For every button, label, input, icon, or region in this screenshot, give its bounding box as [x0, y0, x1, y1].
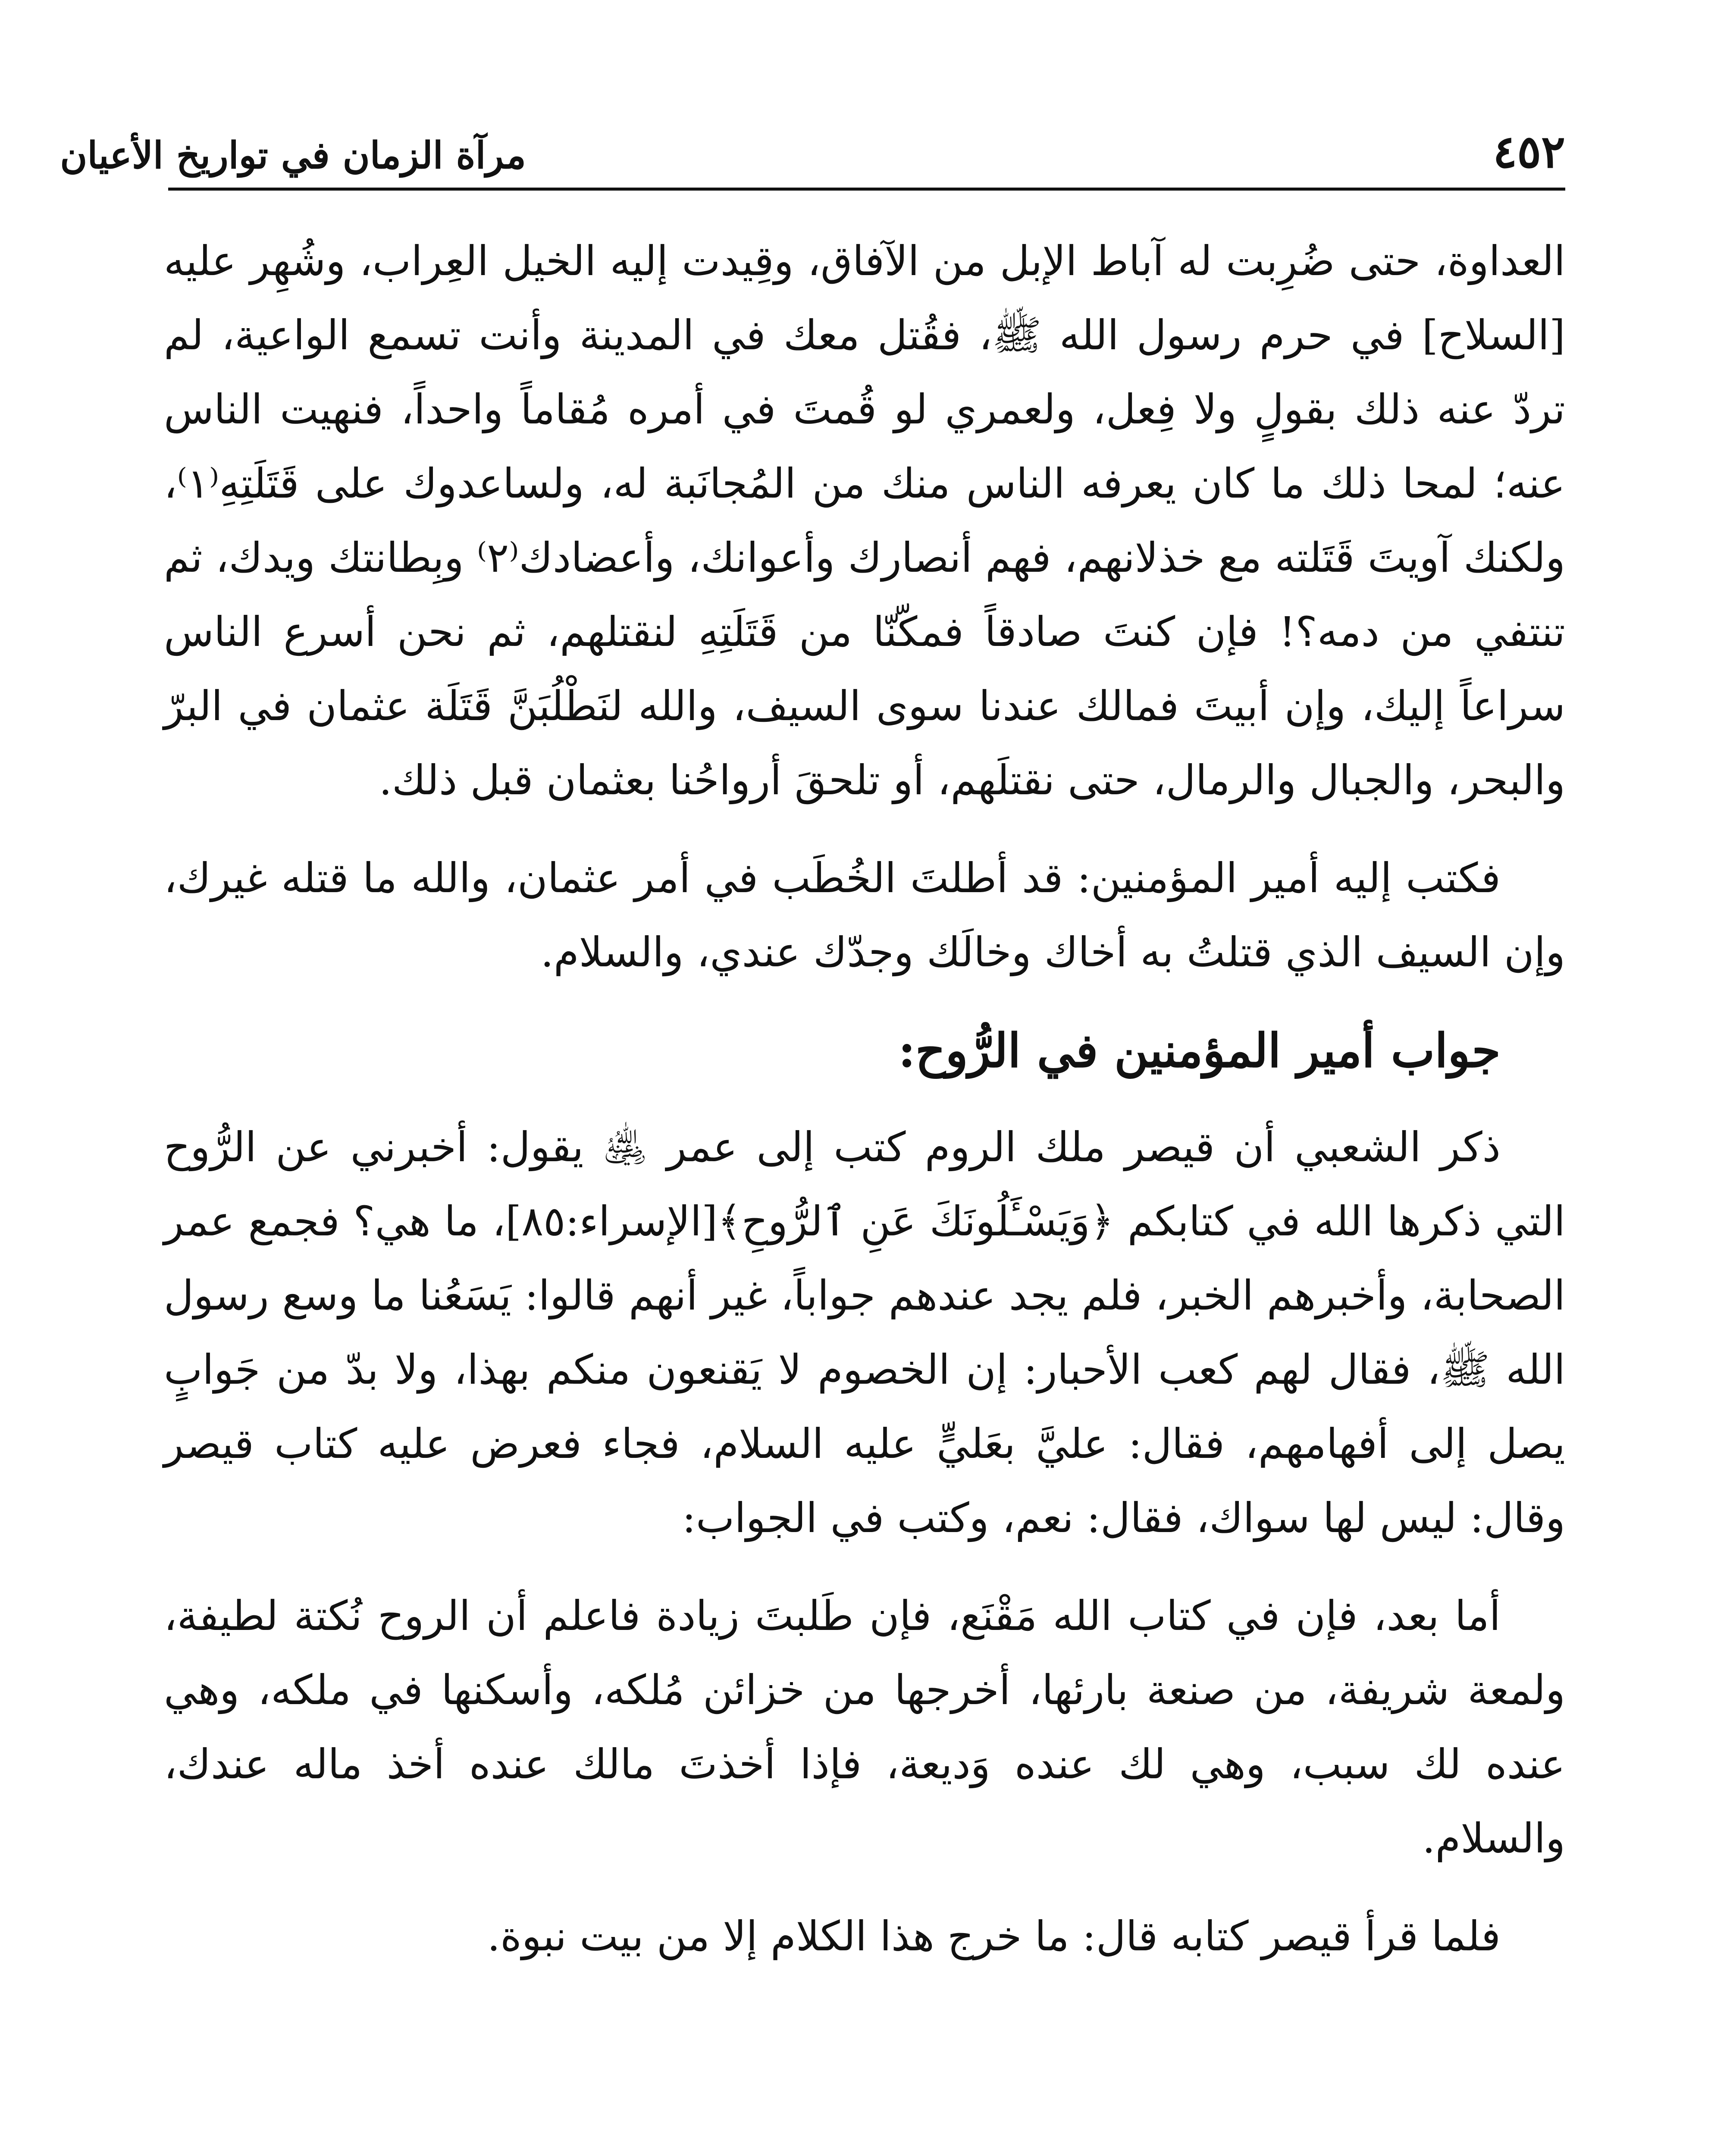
- running-header: [60, 108, 1565, 194]
- paragraph-conclusion: فلما قرأ قيصر كتابه قال: ما خرج هذا الكلام إلا من بيت نبوة.: [487, 1913, 1501, 1960]
- paragraph-reply: فكتب إليه أمير المؤمنين: قد أطلتَ الخُطَب في أمر عثمان، والله ما قتله غيرك، وإن السيف الذي قتلتُ به أخاك وخالَك وجدّك عندي، والسلام.: [164, 855, 1565, 976]
- header-rule: [168, 188, 1565, 191]
- page-number: ٤٥٢: [1493, 125, 1565, 178]
- paragraph-shaabi: ذكر الشعبي أن قيصر ملك الروم كتب إلى عمر ﵁ يقول: أخبرني عن الرُّوح التي ذكرها الله في كتابكم ﴿وَيَسْـَٔلُونَكَ عَنِ ٱلرُّوحِ﴾[الإسراء:٨٥]، ما هي؟ فجمع عمر الصحابة، وأخبرهم الخبر، فلم يجد عندهم جواباً، غير أنهم قالوا: يَسَعُنا ما وسع رسول الله ﷺ، فقال لهم كعب الأحبار: إن الخصوم لا يَقنعون منكم بهذا، ولا بدّ من جَوابٍ يصل إلى أفهامهم، فقال: عليَّ بعَليٍّ عليه السلام، فجاء فعرض عليه كتاب قيصر وقال: ليس لها سواك، فقال: نعم، وكتب في الجواب:: [164, 1124, 1565, 1542]
- page-body: [164, 224, 1565, 1997]
- paragraph-letter-continuation: العداوة، حتى ضُرِبت له آباط الإبل من الآفاق، وقِيدت إليه الخيل العِراب، وشُهِر عليه [السلاح] في حرم رسول الله ﷺ، فقُتل معك في المدينة وأنت تسمع الواعية، لم تردّ عنه ذلك بقولٍ ولا فِعل، ولعمري لو قُمتَ في أمره مُقاماً واحداً، فنهيت الناس عنه؛ لمحا ذلك ما كان يعرفه الناس منك من المُجانَبة له، ولساعدوك على قَتَلَتِهِ⁽١⁾، ولكنك آويتَ قَتَلته مع خذلانهم، فهم أنصارك وأعوانك، وأعضادك⁽٢⁾ وبِطانتك ويدك، ثم تنتفي من دمه؟! فإن كنتَ صادقاً فمكّنّا من قَتَلَتِهِ لنقتلهم، ثم نحن أسرع الناس سراعاً إليك، وإن أبيتَ فمالك عندنا سوى السيف، والله لنَطْلُبَنَّ قَتَلَة عثمان في البرّ والبحر، والجبال والرمال، حتى نقتلَهم، أو تلحقَ أرواحُنا بعثمان قبل ذلك.: [164, 238, 1565, 804]
- section-heading: جواب أمير المؤمنين في الرُّوح:: [898, 1024, 1501, 1078]
- paragraph-answer: أما بعد، فإن في كتاب الله مَقْنَع، فإن طَلبتَ زيادة فاعلم أن الروح نُكتة لطيفة، ولمعة شريفة، من صنعة بارئها، أخرجها من خزائن مُلكه، وأسكنها في ملكه، وهي عنده لك سبب، وهي لك عنده وَديعة، فإذا أخذتَ مالك عنده أخذ ماله عندك، والسلام.: [164, 1592, 1565, 1862]
- running-title: مرآة الزمان في تواريخ الأعيان: [60, 134, 526, 177]
